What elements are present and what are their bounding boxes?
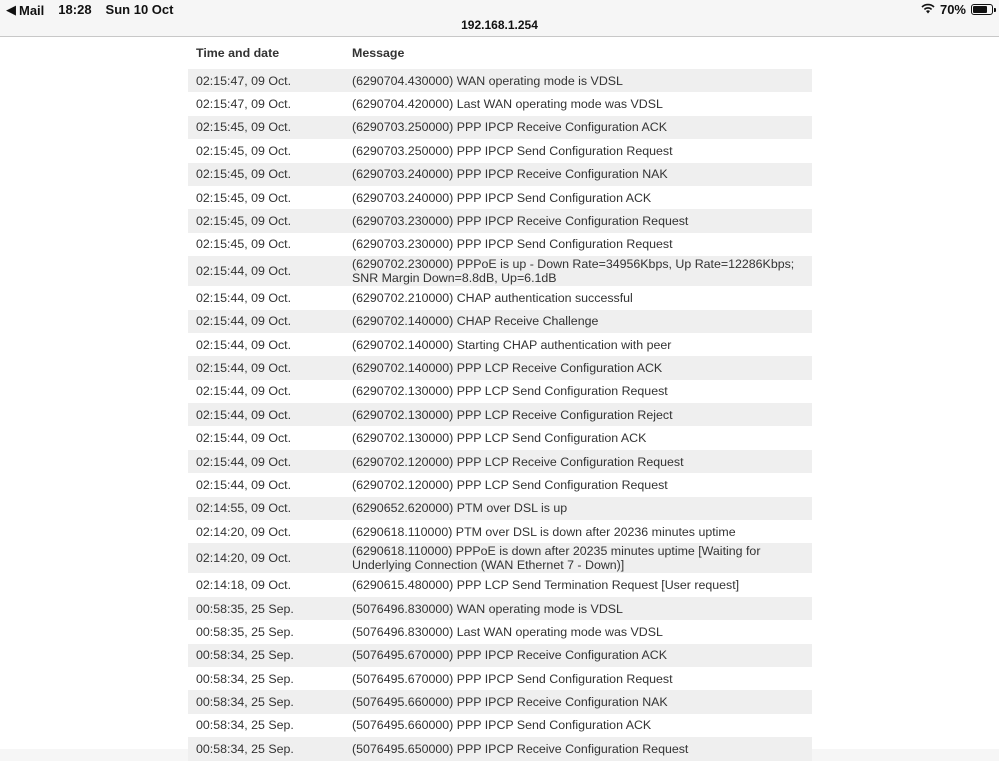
table-row bbox=[188, 333, 812, 356]
cell-message: (5076496.830000) WAN operating mode is VDSL bbox=[352, 601, 623, 616]
cell-message: (6290702.140000) CHAP Receive Challenge bbox=[352, 314, 599, 329]
cell-message: (6290702.210000) CHAP authentication successful bbox=[352, 290, 633, 305]
cell-time: 02:15:44, 09 Oct. bbox=[196, 431, 292, 446]
table-row bbox=[188, 310, 812, 333]
cell-time: 02:15:45, 09 Oct. bbox=[196, 237, 292, 252]
cell-time: 00:58:35, 25 Sep. bbox=[196, 624, 294, 639]
table-row bbox=[188, 690, 812, 713]
cell-message: (6290702.130000) PPP LCP Send Configuration ACK bbox=[352, 431, 647, 446]
status-date: Sun 10 Oct bbox=[105, 2, 174, 17]
table-body bbox=[188, 69, 812, 761]
cell-time: 02:15:45, 09 Oct. bbox=[196, 214, 292, 229]
cell-time: 00:58:35, 25 Sep. bbox=[196, 601, 294, 616]
table-row bbox=[188, 667, 812, 690]
cell-time: 02:15:44, 09 Oct. bbox=[196, 264, 292, 279]
table-row bbox=[188, 286, 812, 309]
cell-message: (6290702.130000) PPP LCP Receive Configuration Reject bbox=[352, 407, 673, 422]
table-row bbox=[188, 256, 812, 286]
cell-time: 02:14:18, 09 Oct. bbox=[196, 578, 292, 593]
table-row bbox=[188, 139, 812, 162]
table-row bbox=[188, 714, 812, 737]
status-time: 18:28 bbox=[58, 2, 92, 17]
cell-message: (6290703.240000) PPP IPCP Send Configuration ACK bbox=[352, 190, 652, 205]
cell-time: 02:14:55, 09 Oct. bbox=[196, 501, 292, 516]
cell-message: (6290704.430000) WAN operating mode is VDSL bbox=[352, 73, 623, 88]
table-row bbox=[188, 356, 812, 379]
cell-time: 02:15:44, 09 Oct. bbox=[196, 477, 292, 492]
cell-time: 02:15:47, 09 Oct. bbox=[196, 97, 292, 112]
table-row bbox=[188, 380, 812, 403]
back-triangle-icon: ◀ bbox=[6, 2, 16, 17]
cell-message: (6290703.230000) PPP IPCP Receive Configuration Request bbox=[352, 214, 689, 229]
cell-time: 02:15:44, 09 Oct. bbox=[196, 314, 292, 329]
cell-message: (6290702.130000) PPP LCP Send Configuration Request bbox=[352, 384, 668, 399]
table-row bbox=[188, 473, 812, 496]
table-row bbox=[188, 92, 812, 115]
cell-time: 00:58:34, 25 Sep. bbox=[196, 671, 294, 686]
address-bar[interactable] bbox=[0, 16, 999, 36]
cell-time: 00:58:34, 25 Sep. bbox=[196, 718, 294, 733]
cell-message: (6290703.250000) PPP IPCP Send Configuration Request bbox=[352, 143, 673, 158]
address-text: 192.168.1.254 bbox=[461, 18, 538, 32]
cell-message: (6290702.140000) Starting CHAP authentication with peer bbox=[352, 337, 672, 352]
battery-percent: 70% bbox=[939, 2, 966, 17]
table-row bbox=[188, 620, 812, 643]
cell-time: 00:58:34, 25 Sep. bbox=[196, 648, 294, 663]
cell-time: 02:15:44, 09 Oct. bbox=[196, 384, 292, 399]
cell-time: 02:15:45, 09 Oct. bbox=[196, 143, 292, 158]
table-row bbox=[188, 543, 812, 573]
cell-time: 02:15:45, 09 Oct. bbox=[196, 190, 292, 205]
event-log-table bbox=[188, 37, 812, 761]
cell-time: 02:14:20, 09 Oct. bbox=[196, 524, 292, 539]
page-content bbox=[0, 37, 999, 756]
cell-time: 02:15:45, 09 Oct. bbox=[196, 167, 292, 182]
cell-message: (6290618.110000) PPPoE is down after 20235 minutes uptime [Waiting for Underlying Connection (WAN Ethernet 7 - Down)] bbox=[352, 544, 761, 573]
column-header-message: Message bbox=[352, 46, 405, 60]
cell-time: 00:58:34, 25 Sep. bbox=[196, 741, 294, 756]
cell-time: 02:15:47, 09 Oct. bbox=[196, 73, 292, 88]
cell-message: (5076495.670000) PPP IPCP Receive Configuration ACK bbox=[352, 648, 668, 663]
cell-time: 02:15:44, 09 Oct. bbox=[196, 360, 292, 375]
table-row bbox=[188, 233, 812, 256]
cell-message: (6290702.120000) PPP LCP Receive Configuration Request bbox=[352, 454, 684, 469]
cell-time: 02:14:20, 09 Oct. bbox=[196, 551, 292, 566]
wifi-icon bbox=[921, 2, 935, 17]
cell-message: (6290615.480000) PPP LCP Send Termination Request [User request] bbox=[352, 578, 740, 593]
cell-message: (6290702.230000) PPPoE is up - Down Rate=34956Kbps, Up Rate=12286Kbps; SNR Margin Down=8.8dB, Up=6.1dB bbox=[352, 257, 795, 286]
table-row bbox=[188, 644, 812, 667]
cell-time: 02:15:44, 09 Oct. bbox=[196, 454, 292, 469]
table-row bbox=[188, 497, 812, 520]
cell-message: (6290703.240000) PPP IPCP Receive Configuration NAK bbox=[352, 167, 668, 182]
cell-message: (6290618.110000) PTM over DSL is down after 20236 minutes uptime bbox=[352, 524, 736, 539]
cell-time: 02:15:44, 09 Oct. bbox=[196, 290, 292, 305]
table-row bbox=[188, 597, 812, 620]
table-row bbox=[188, 209, 812, 232]
table-row bbox=[188, 403, 812, 426]
cell-message: (6290702.120000) PPP LCP Send Configuration Request bbox=[352, 477, 668, 492]
table-row bbox=[188, 573, 812, 596]
cell-message: (5076495.660000) PPP IPCP Send Configuration ACK bbox=[352, 718, 652, 733]
table-row bbox=[188, 163, 812, 186]
table-row bbox=[188, 450, 812, 473]
table-row bbox=[188, 69, 812, 92]
cell-time: 02:15:45, 09 Oct. bbox=[196, 120, 292, 135]
back-app-label: Mail bbox=[19, 2, 45, 18]
cell-message: (5076495.670000) PPP IPCP Send Configuration Request bbox=[352, 671, 673, 686]
cell-message: (6290703.230000) PPP IPCP Send Configuration Request bbox=[352, 237, 673, 252]
table-row bbox=[188, 520, 812, 543]
cell-message: (6290702.140000) PPP LCP Receive Configuration ACK bbox=[352, 360, 663, 375]
cell-time: 00:58:34, 25 Sep. bbox=[196, 695, 294, 710]
cell-message: (5076496.830000) Last WAN operating mode was VDSL bbox=[352, 624, 663, 639]
table-row bbox=[188, 116, 812, 139]
cell-message: (5076495.650000) PPP IPCP Receive Configuration Request bbox=[352, 741, 689, 756]
cell-message: (5076495.660000) PPP IPCP Receive Configuration NAK bbox=[352, 695, 668, 710]
cell-message: (6290652.620000) PTM over DSL is up bbox=[352, 501, 568, 516]
cell-message: (6290703.250000) PPP IPCP Receive Configuration ACK bbox=[352, 120, 668, 135]
table-row bbox=[188, 426, 812, 449]
cell-message: (6290704.420000) Last WAN operating mode was VDSL bbox=[352, 97, 663, 112]
cell-time: 02:15:44, 09 Oct. bbox=[196, 407, 292, 422]
table-row bbox=[188, 186, 812, 209]
battery-icon bbox=[971, 4, 993, 15]
table-header bbox=[188, 37, 812, 69]
column-header-time: Time and date bbox=[196, 46, 280, 60]
cell-time: 02:15:44, 09 Oct. bbox=[196, 337, 292, 352]
